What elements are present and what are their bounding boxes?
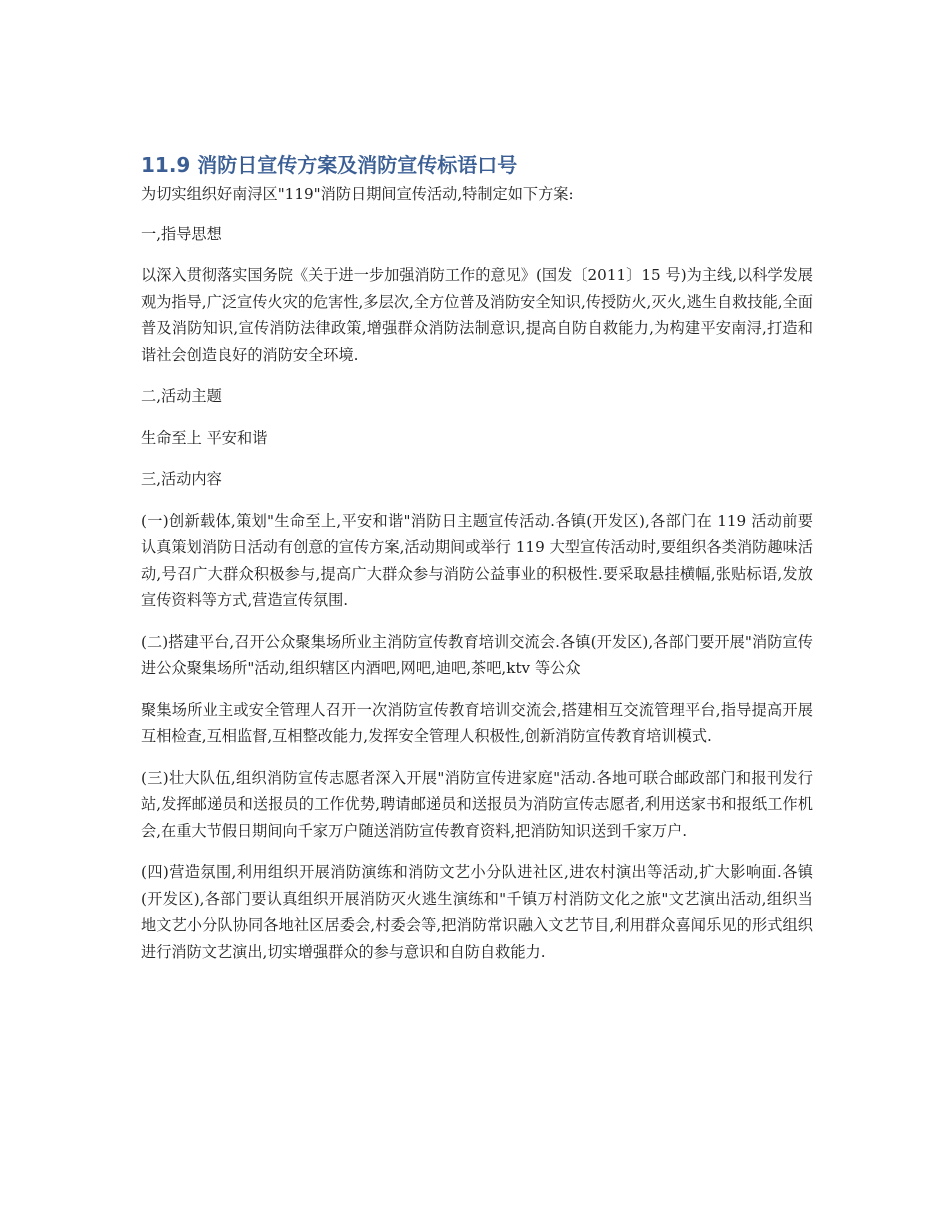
intro-paragraph: 为切实组织好南浔区"119"消防日期间宣传活动,特制定如下方案: — [141, 185, 574, 203]
activity-item-2-paragraph: (二)搭建平台,召开公众聚集场所业主消防宣传教育培训交流会.各镇(开发区),各部门要开展"消防宣传进公众聚集场所"活动,组织辖区内酒吧,网吧,迪吧,茶吧,ktv 等公众 — [141, 632, 813, 677]
activity-item-3-paragraph: (三)壮大队伍,组织消防宣传志愿者深入开展"消防宣传进家庭"活动.各地可联合邮政部门和报刊发行站,发挥邮递员和送报员的工作优势,聘请邮递员和送报员为消防宣传志愿者,利用送家书和报纸工作机会,在重大节假日期间向千家万户随送消防宣传教育资料,把消防知识送到千家万户. — [141, 768, 813, 840]
activity-item-1-paragraph: (一)创新载体,策划"生命至上,平安和谐"消防日主题宣传活动.各镇(开发区),各部门在 119 活动前要认真策划消防日活动有创意的宣传方案,活动期间或举行 119 大型宣传活动时,要组织各类消防趣味活动,号召广大群众积极参与,提高广大群众参与消防公益事业的积极性.要采取悬挂横幅,张贴标语,发放宣传资料等方式,营造宣传氛围. — [141, 511, 813, 609]
guiding-ideology-paragraph: 以深入贯彻落实国务院《关于进一步加强消防工作的意见》(国发〔2011〕15 号)为主线,以科学发展观为指导,广泛宣传火灾的危害性,多层次,全方位普及消防安全知识,传授防火,灭火,逃生自救技能,全面普及消防知识,宣传消防法律政策,增强群众消防法制意识,提高自防自救能力,为构建平安南浔,打造和谐社会创造良好的消防安全环境. — [141, 266, 813, 364]
section-heading-activity-theme: 二,活动主题 — [141, 387, 222, 405]
activity-item-2-continuation-paragraph: 聚集场所业主或安全管理人召开一次消防宣传教育培训交流会,搭建相互交流管理平台,指导提高开展互相检查,互相监督,互相整改能力,发挥安全管理人积极性,创新消防宣传教育培训模式. — [141, 700, 813, 745]
section-heading-guiding-ideology: 一,指导思想 — [141, 224, 222, 243]
activity-theme-text: 生命至上 平安和谐 — [141, 428, 268, 447]
document-page — [141, 150, 813, 980]
activity-item-4-paragraph: (四)营造氛围,利用组织开展消防演练和消防文艺小分队进社区,进农村演出等活动,扩大影响面.各镇(开发区),各部门要认真组织开展消防灭火逃生演练和"千镇万村消防文化之旅"文艺演出活动,组织当地文艺小分队协同各地社区居委会,村委会等,把消防常识融入文艺节目,利用群众喜闻乐见的形式组织进行消防文艺演出,切实增强群众的参与意识和自防自救能力. — [141, 863, 813, 961]
section-heading-activity-content: 三,活动内容 — [141, 470, 222, 488]
document-title: 11.9 消防日宣传方案及消防宣传标语口号 — [141, 153, 518, 177]
